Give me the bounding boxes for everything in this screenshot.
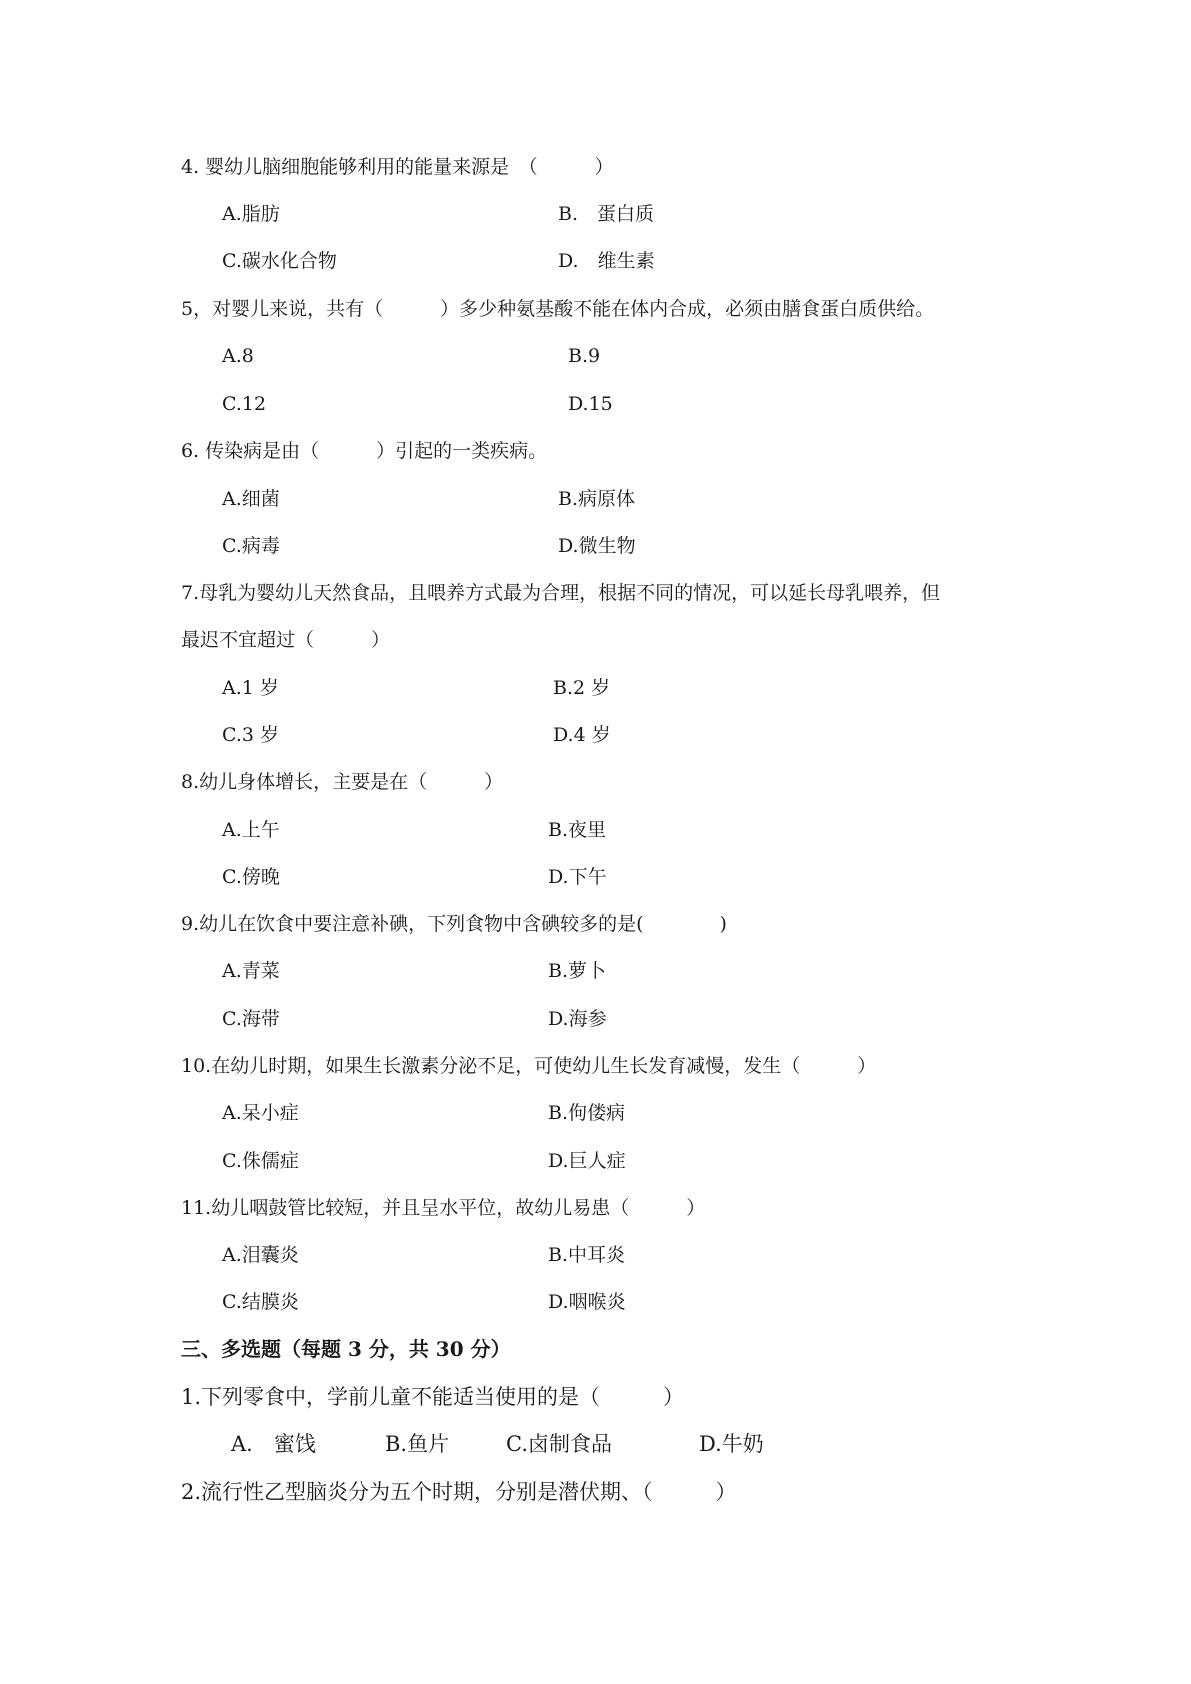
option-c: C.3 岁	[222, 724, 280, 746]
option-a: A. 蜜饯	[231, 1432, 316, 1456]
option-c: C.碳水化合物	[222, 250, 337, 272]
question-5: 5，对婴儿来说，共有（ ）多少种氨基酸不能在体内合成，必须由膳食蛋白质供给。	[181, 298, 935, 320]
option-a: A.脂肪	[222, 203, 280, 225]
option-c: C.病毒	[222, 535, 280, 557]
section-heading-multiple-choice: 三、多选题（每题 3 分，共 30 分）	[181, 1337, 511, 1361]
question-9: 9.幼儿在饮食中要注意补碘，下列食物中含碘较多的是( )	[181, 913, 727, 935]
question-7-line-1: 7.母乳为婴幼儿天然食品，且喂养方式最为合理，根据不同的情况，可以延长母乳喂养，但	[181, 582, 941, 604]
option-d: D.微生物	[558, 535, 636, 557]
option-b: B.鱼片	[385, 1432, 450, 1456]
question-8: 8.幼儿身体增长，主要是在（ ）	[181, 771, 504, 793]
option-b: B.9	[568, 345, 601, 367]
option-b: B.佝偻病	[548, 1102, 626, 1124]
question-7-line-2: 最迟不宜超过（ ）	[181, 629, 391, 651]
option-a: A.青菜	[222, 960, 280, 982]
option-b: B.病原体	[558, 488, 636, 510]
option-d: D.海参	[548, 1008, 607, 1030]
option-d: D.下午	[548, 866, 607, 888]
option-a: A.细菌	[222, 488, 280, 510]
question-mc-2: 2.流行性乙型脑炎分为五个时期，分别是潜伏期、（ ）	[181, 1480, 737, 1504]
option-d: D.4 岁	[553, 724, 611, 746]
option-d: D.巨人症	[548, 1150, 626, 1172]
option-b: B.夜里	[548, 819, 607, 841]
option-d: D.牛奶	[699, 1432, 764, 1456]
question-11: 11.幼儿咽鼓管比较短，并且呈水平位，故幼儿易患（ ）	[181, 1197, 706, 1219]
question-mc-1: 1.下列零食中，学前儿童不能适当使用的是（ ）	[181, 1385, 685, 1409]
option-c: C.侏儒症	[222, 1150, 299, 1172]
option-c: C.傍晚	[222, 866, 280, 888]
option-b: B.萝卜	[548, 960, 607, 982]
option-b: B.2 岁	[553, 677, 611, 699]
question-6: 6. 传染病是由（ ）引起的一类疾病。	[181, 440, 548, 462]
option-c: C.卤制食品	[506, 1432, 612, 1456]
option-c: C.12	[222, 393, 267, 415]
option-b: B. 蛋白质	[558, 203, 655, 225]
option-a: A.8	[222, 345, 254, 367]
question-4: 4. 婴幼儿脑细胞能够利用的能量来源是 （ ）	[181, 156, 614, 178]
option-c: C.海带	[222, 1008, 280, 1030]
option-d: D.15	[568, 393, 613, 415]
question-10: 10.在幼儿时期，如果生长激素分泌不足，可使幼儿生长发育减慢，发生（ ）	[181, 1055, 877, 1077]
option-a: A.呆小症	[222, 1102, 299, 1124]
option-b: B.中耳炎	[548, 1244, 626, 1266]
option-d: D. 维生素	[558, 250, 655, 272]
option-a: A.上午	[222, 819, 280, 841]
option-d: D.咽喉炎	[548, 1291, 626, 1313]
option-a: A.1 岁	[222, 677, 279, 699]
option-a: A.泪囊炎	[222, 1244, 299, 1266]
option-c: C.结膜炎	[222, 1291, 299, 1313]
